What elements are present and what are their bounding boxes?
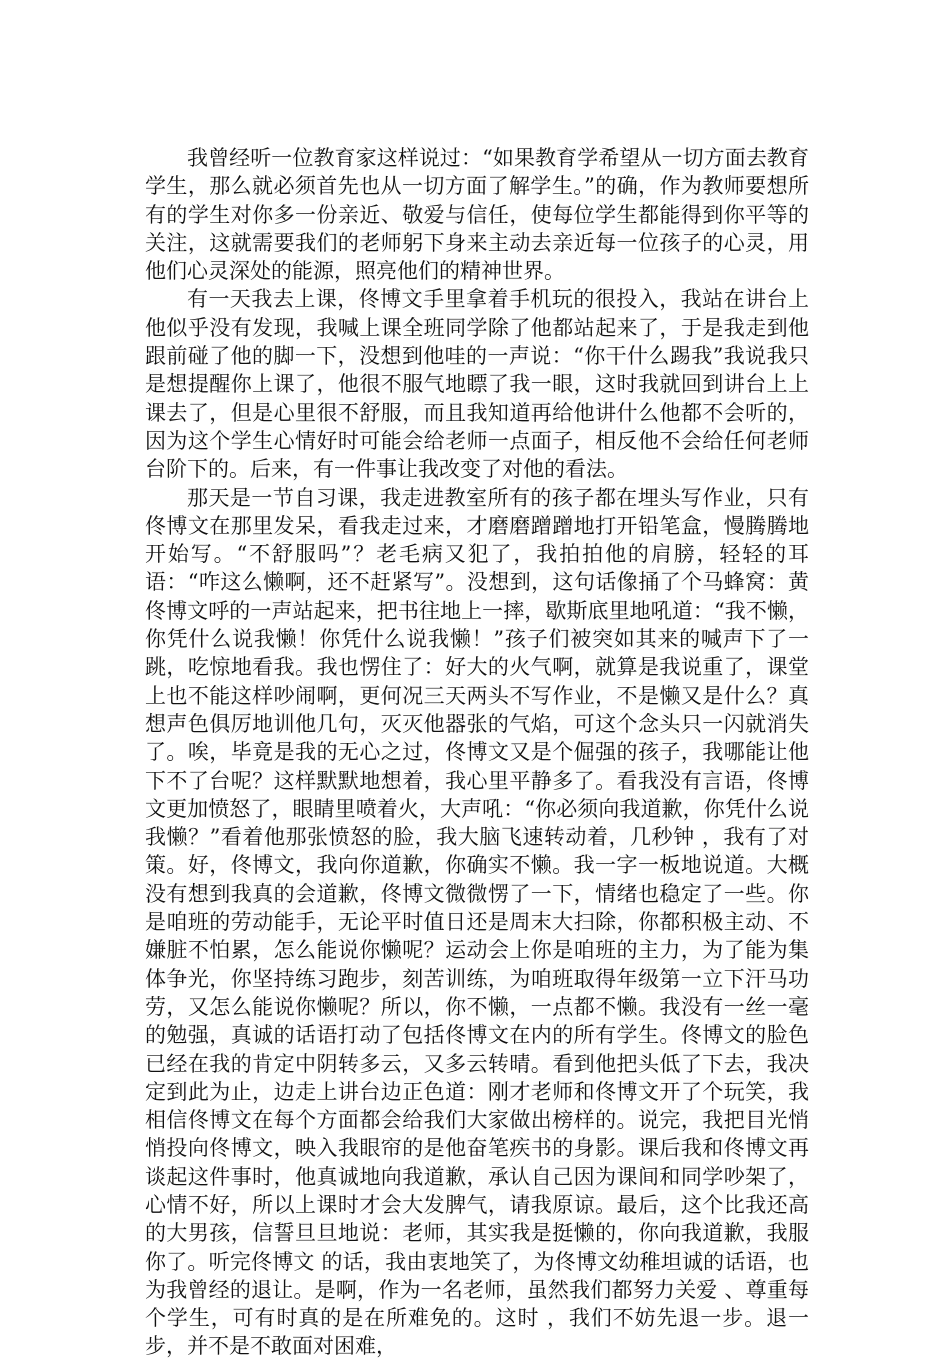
body-text (145, 144, 809, 1361)
paragraph-1: 我曾经听一位教育家这样说过：“如果教育学希望从一切方面去教育学生，那么就必须首先也从一切方面了解学生。”的确，作为教师要想所有的学生对你多一份亲近、敬爱与信任，使每位学生都能得到你平等的关注，这就需要我们的老师躬下身来主动去亲近每一位孩子的心灵，用他们心灵深处的能源，照亮他们的精神世界。 (145, 146, 809, 284)
paragraph-3: 那天是一节自习课，我走进教室所有的孩子都在埋头写作业，只有佟博文在那里发呆，看我走过来，才磨磨蹭蹭地打开铅笔盒，慢腾腾地开始写。“不舒服吗”？老毛病又犯了，我拍拍他的肩膀，轻轻的耳语：“咋这么懒啊，还不赶紧写”。没想到，这句话像捅了个马蜂窝：黄佟博文呼的一声站起来，把书往地上一摔，歇斯底里地吼道：“我不懒，你凭什么说我懒！你凭什么说我懒！”孩子们被突如其来的喊声下了一跳，吃惊地看我。我也愣住了：好大的火气啊，就算是我说重了，课堂上也不能这样吵闹啊，更何况三天两头不写作业，不是懒又是什么？真想声色俱厉地训他几句，灭灭他器张的气焰，可这个念头只一闪就消失了。唉，毕竟是我的无心之过，佟博文又是个倔强的孩子，我哪能让他下不了台呢？这样默默地想着，我心里平静多了。看我没有言语，佟博文更加愤怒了，眼睛里喷着火，大声吼：“你必须向我道歉，你凭什么说我懒？”看着他那张愤怒的脸，我大脑飞速转动着，几秒钟 ，我有了对策。好，佟博文，我向你道歉，你确实不懒。我一字一板地说道。大概没有想到我真的会道歉，佟博文微微愣了一下，情绪也稳定了一些。你是咱班的劳动能手，无论平时值日还是周末大扫除，你都积极主动、不嫌脏不怕累，怎么能说你懒呢？运动会上你是咱班的主力，为了能为集体争光，你坚持练习跑步，刻苦训练，为咱班取得年级第一立下汗马功劳，又怎么能说你懒呢？所以，你不懒，一点都不懒。我没有一丝一毫的勉强，真诚的话语打动了包括佟博文在内的所有学生。佟博文的脸色已经在我的肯定中阴转多云，又多云转晴。看到他把头低了下去，我决定到此为止，边走上讲台边正色道：刚才老师和佟博文开了个玩笑，我相信佟博文在每个方面都会给我们大家做出榜样的。说完，我把目光悄悄投向佟博文，映入我眼帘的是他奋笔疾书的身影。课后我和佟博文再谈起这件事时，他真诚地向我道歉，承认自己因为课间和同学吵架了，心情不好，所以上课时才会大发脾气，请我原谅。最后，这个比我还高的大男孩，信誓旦旦地说：老师，其实我是挺懒的，你向我道歉，我服你了。听完佟博文 的话，我由衷地笑了，为佟博文幼稚坦诚的话语，也为我曾经的退让。是啊，作为一名老师，虽然我们都努力关爱 、尊重每个学生，可有时真的是在所难免的。这时 ，我们不妨先退一步。退一步，并不是不敢面对困难， (145, 485, 809, 1359)
paragraph-2: 有一天我去上课，佟博文手里拿着手机玩的很投入，我站在讲台上他似乎没有发现，我喊上课全班同学除了他都站起来了，于是我走到他跟前碰了他的脚一下，没想到他哇的一声说：“你干什么踢我”我说我只是想提醒你上课了，他很不服气地瞟了我一眼，这时我就回到讲台上上课去了，但是心里很不舒服，而且我知道再给他讲什么他都不会听的，因为这个学生心情好时可能会给老师一点面子，相反他不会给任何老师台阶下的。后来，有一件事让我改变了对他的看法。 (145, 287, 809, 482)
